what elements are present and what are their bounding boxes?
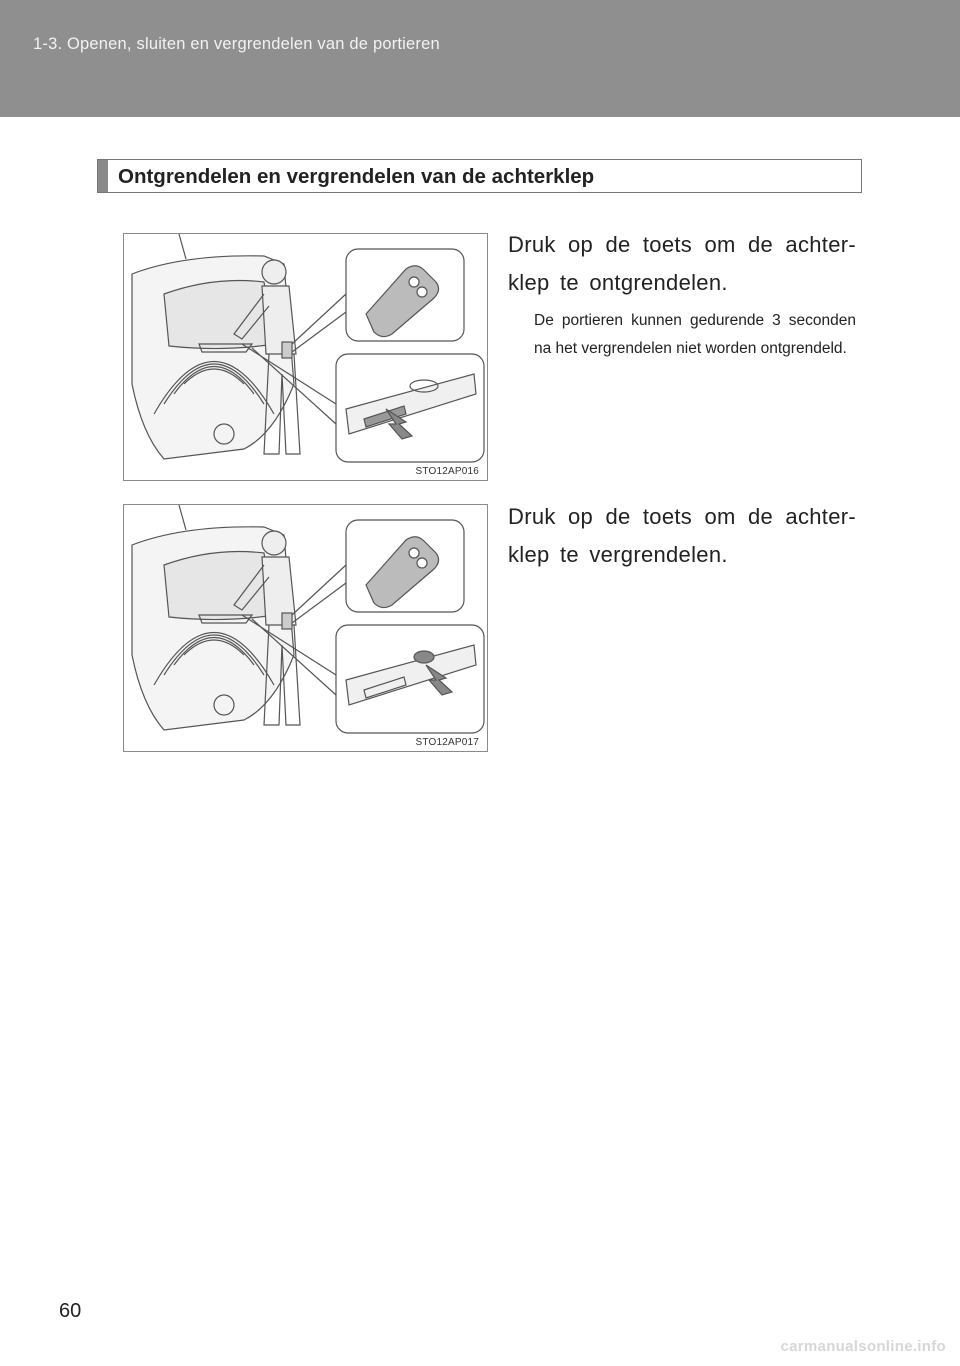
section-title-marker (98, 160, 108, 192)
watermark: carmanualsonline.info (780, 1338, 946, 1355)
section-title: Ontgrendelen en vergrendelen van de achterklep (118, 165, 595, 188)
figure-lock-tailgate (123, 504, 488, 752)
section-title-box (97, 159, 862, 193)
instruction-lock: Druk op de toets om de achter-klep te vergrendelen. (508, 504, 856, 567)
page-number: 60 (59, 1300, 82, 1322)
lock-tailgate-illustration (124, 505, 488, 752)
figure-code: STO12AP016 (415, 466, 479, 477)
page-header (0, 0, 960, 117)
figure-unlock-tailgate (123, 233, 488, 481)
chapter-title: 1-3. Openen, sluiten en vergrendelen van de portieren (33, 35, 440, 53)
figure-code: STO12AP017 (415, 737, 479, 748)
instruction-note: De portieren kunnen gedurende 3 seconden na het vergrendelen niet worden ontgrendeld. (534, 312, 856, 357)
unlock-tailgate-illustration (124, 234, 488, 481)
instruction-unlock: Druk op de toets om de achter-klep te ontgrendelen. (508, 232, 856, 295)
